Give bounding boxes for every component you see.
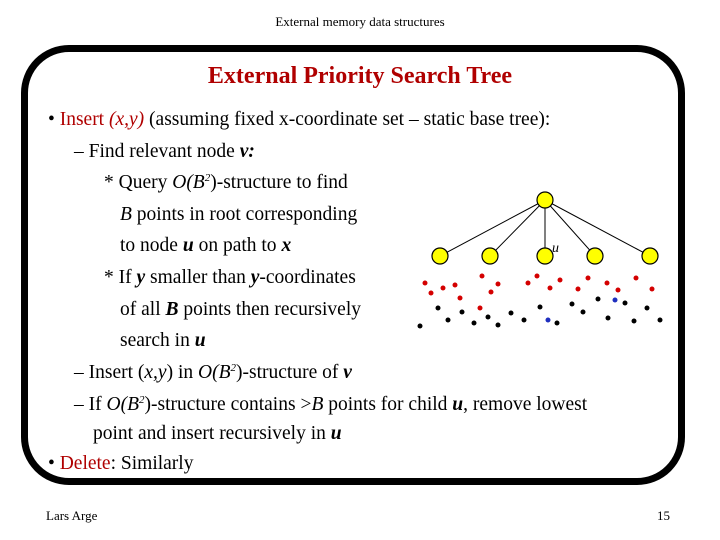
point [526, 281, 531, 286]
query-line3-c: on path to [193, 235, 282, 256]
query-line3-a: to node [120, 235, 183, 256]
point [546, 318, 551, 323]
find-line [74, 140, 255, 164]
ifline-u2: u [330, 423, 342, 444]
point [472, 321, 477, 326]
query-line-1 [104, 171, 348, 195]
tree-figure [400, 180, 680, 340]
point [496, 282, 501, 287]
smaller-line-1 [104, 266, 356, 290]
find-text: Find relevant node [88, 141, 240, 162]
insertline-a: Insert ( [88, 362, 145, 383]
smaller-e: -coordinates [259, 267, 356, 288]
point [555, 321, 560, 326]
point [586, 276, 591, 281]
ifline-a: If [88, 394, 107, 415]
smaller-l2a: of all [120, 299, 166, 320]
point [418, 324, 423, 329]
point [478, 306, 483, 311]
point [486, 315, 491, 320]
bullet-dot: • [48, 109, 55, 130]
point [650, 287, 655, 292]
delete-rest: : Similarly [110, 453, 194, 474]
insert-structure-line [74, 361, 352, 385]
point [460, 310, 465, 315]
root-node [537, 192, 553, 208]
query-complexity: O(B [172, 172, 205, 193]
point [446, 318, 451, 323]
smaller-l2c: points then recursively [178, 299, 361, 320]
point [658, 318, 663, 323]
query-sup: 2 [204, 172, 211, 184]
point [645, 306, 650, 311]
dash: – [74, 362, 84, 383]
query-line-2 [120, 203, 357, 227]
ifline-b: B [311, 394, 324, 415]
point [548, 286, 553, 291]
smaller-b: B [165, 299, 179, 320]
query-u: u [182, 235, 194, 256]
point [522, 318, 527, 323]
insert-rest: (assuming fixed x-coordinate set – static base tree): [144, 109, 551, 130]
smaller-y2: y [250, 267, 260, 288]
delete-label: Delete [59, 453, 111, 474]
tree-edge [545, 200, 650, 256]
insertline-xy: x,y [144, 362, 167, 383]
star: * [104, 172, 114, 193]
dash: – [74, 394, 84, 415]
query-x: x [281, 235, 292, 256]
child-node-u [537, 248, 553, 264]
slide-title: External Priority Search Tree [207, 63, 513, 89]
ifline-h: point and insert recursively in [93, 423, 331, 444]
tree-edge [490, 200, 545, 256]
slide-header: External memory data structures [275, 14, 445, 29]
point [509, 311, 514, 316]
ifline-complexity: O(B [106, 394, 139, 415]
find-var: v: [239, 141, 255, 162]
smaller-a: If [118, 267, 137, 288]
child-node [482, 248, 498, 264]
ifline-u: u [452, 394, 464, 415]
insertline-e: )-structure of [236, 362, 344, 383]
query-text: Query [118, 172, 173, 193]
point [453, 283, 458, 288]
if-structure-line-2 [93, 422, 342, 446]
point [570, 302, 575, 307]
point [496, 323, 501, 328]
insert-label: Insert [59, 109, 105, 130]
point [613, 298, 618, 303]
point [429, 291, 434, 296]
query-b: B [120, 204, 132, 225]
smaller-line-3 [120, 329, 206, 353]
star: * [104, 267, 114, 288]
bullet-delete [48, 452, 193, 476]
child-node [432, 248, 448, 264]
child-node [642, 248, 658, 264]
ifline-sup: 2 [139, 394, 145, 406]
point [436, 306, 441, 311]
smaller-line-2 [120, 298, 361, 322]
query-line-3 [120, 234, 291, 258]
footer-page-number: 15 [657, 508, 670, 523]
smaller-u: u [194, 330, 206, 351]
point [480, 274, 485, 279]
node-label-u: u [552, 241, 559, 256]
smaller-y: y [136, 267, 146, 288]
insertline-sup: 2 [230, 362, 237, 374]
child-node [587, 248, 603, 264]
insertline-v: v [343, 362, 352, 383]
query-rest: )-structure to find [210, 172, 348, 193]
point [558, 278, 563, 283]
dash: – [74, 141, 84, 162]
footer-author: Lars Arge [46, 508, 98, 523]
point [489, 290, 494, 295]
smaller-l3a: search in [120, 330, 195, 351]
bullet-dot: • [48, 453, 55, 474]
smaller-c: smaller than [145, 267, 251, 288]
point [535, 274, 540, 279]
ifline-g: , remove lowest [463, 394, 588, 415]
point [538, 305, 543, 310]
point [458, 296, 463, 301]
insertline-c: ) in [166, 362, 199, 383]
if-structure-line-1 [74, 393, 587, 417]
bullet-insert [48, 108, 550, 132]
tree-edge [440, 200, 545, 256]
point [581, 310, 586, 315]
point [596, 297, 601, 302]
point [632, 319, 637, 324]
point [616, 288, 621, 293]
point-set [418, 274, 663, 329]
point [423, 281, 428, 286]
insert-args: (x,y) [108, 109, 145, 130]
point [606, 316, 611, 321]
ifline-e: points for child [323, 394, 453, 415]
ifline-c: )-structure contains > [144, 394, 312, 415]
point [605, 281, 610, 286]
point [623, 301, 628, 306]
insertline-complexity: O(B [198, 362, 231, 383]
point [441, 286, 446, 291]
point [576, 287, 581, 292]
query-line2-text: points in root corresponding [131, 204, 358, 225]
point [634, 276, 639, 281]
